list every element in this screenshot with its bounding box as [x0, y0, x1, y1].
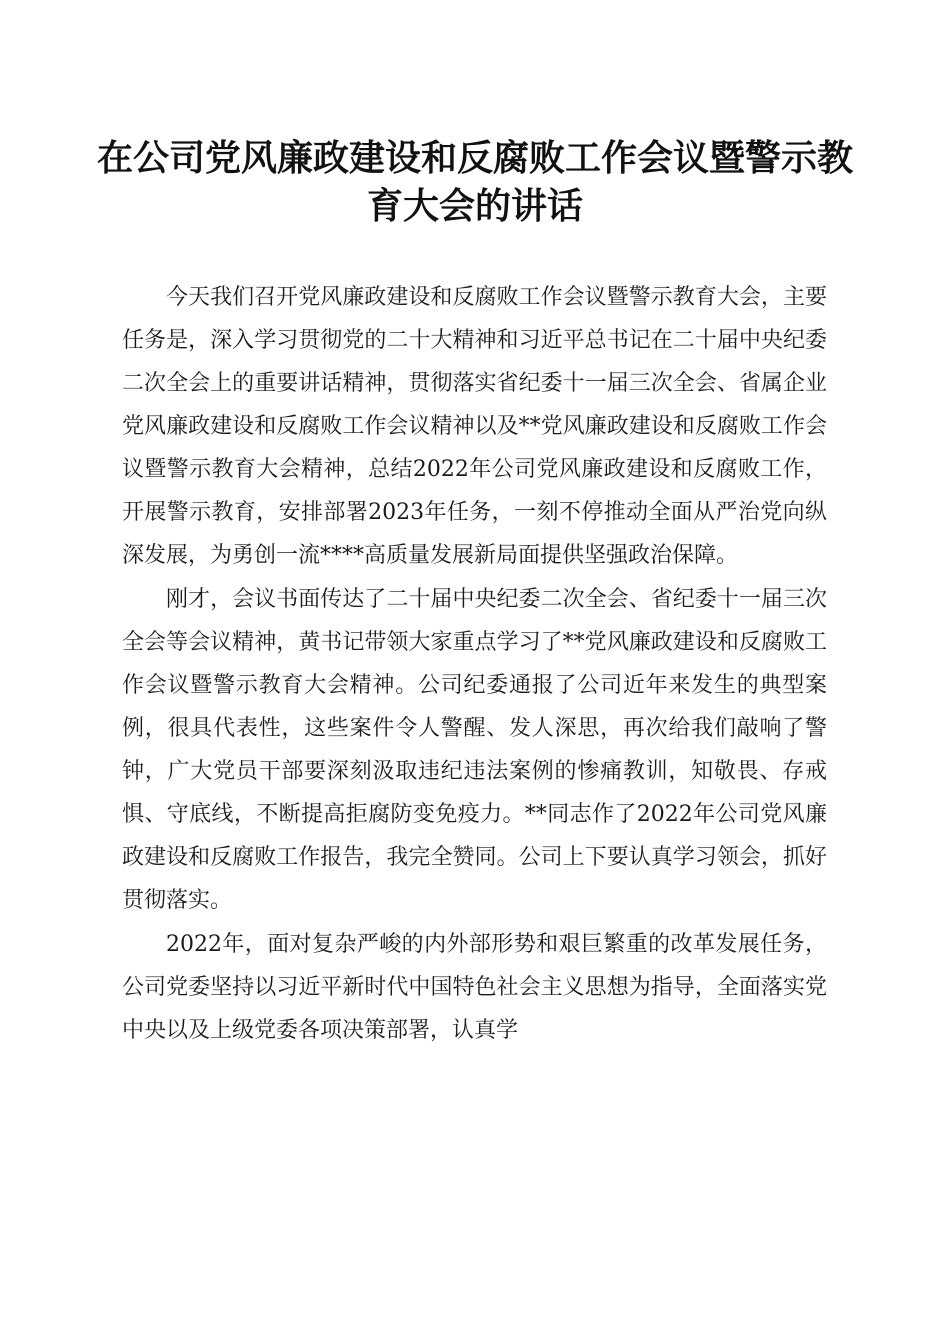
paragraph-3: 2022年，面对复杂严峻的内外部形势和艰巨繁重的改革发展任务，公司党委坚持以习近平新时代中国特色社会主义思想为指导，全面落实党中央以及上级党委各项决策部署，认真学	[122, 932, 827, 1043]
paragraph-2: 刚才，会议书面传达了二十届中央纪委二次全会、省纪委十一届三次全会等会议精神，黄书记带领大家重点学习了**党风廉政建设和反腐败工作会议暨警示教育大会精神。公司纪委通报了公司近年来发生的典型案例，很具代表性，这些案件令人警醒、发人深思，再次给我们敲响了警钟，广大党员干部要深刻汲取违纪违法案例的惨痛教训，知敬畏、存戒惧、守底线，不断提高拒腐防变免疫力。**同志作了2022年公司党风廉政建设和反腐败工作报告，我完全赞同。公司上下要认真学习领会，抓好贯彻落实。	[122, 587, 827, 913]
paragraph-1: 今天我们召开党风廉政建设和反腐败工作会议暨警示教育大会，主要任务是，深入学习贯彻党的二十大精神和习近平总书记在二十届中央纪委二次全会上的重要讲话精神，贯彻落实省纪委十一届三次全会、省属企业党风廉政建设和反腐败工作会议精神以及**党风廉政建设和反腐败工作会议暨警示教育大会精神，总结2022年公司党风廉政建设和反腐败工作，开展警示教育，安排部署2023年任务，一刻不停推动全面从严治党向纵深发展，为勇创一流****高质量发展新局面提供坚强政治保障。	[122, 285, 827, 568]
document-body	[122, 276, 827, 1052]
document-title: 在公司党风廉政建设和反腐败工作会议暨警示教育大会的讲话	[96, 137, 853, 227]
